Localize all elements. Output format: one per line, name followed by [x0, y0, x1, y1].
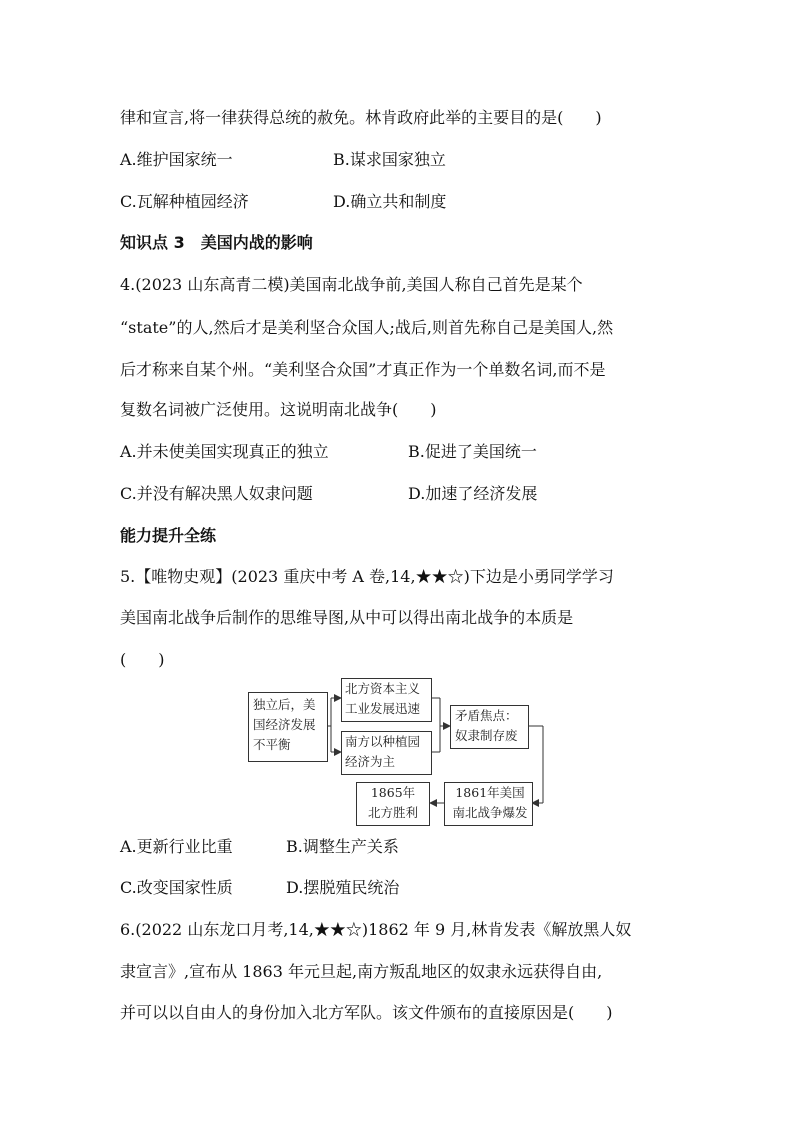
- mind-map-box-conflict: [450, 705, 529, 749]
- section-heading-knowledge-3: 知识点 3 美国内战的影响: [120, 233, 313, 252]
- mind-map-box-north-line-1: 北方资本主义: [345, 681, 421, 696]
- q4-stem-line-1: 4.(2023 山东高青二模)美国南北战争前,美国人称自己首先是某个: [120, 275, 583, 294]
- q4-option-c[interactable]: C.并没有解决黑人奴隶问题: [120, 484, 313, 503]
- q4-stem-line-2: “state”的人,然后才是美利坚合众国人;战后,则首先称自己是美国人,然: [120, 318, 614, 337]
- q4-option-a[interactable]: A.并未使美国实现真正的独立: [120, 442, 329, 461]
- section-heading-ability: 能力提升全练: [120, 526, 217, 545]
- q3-option-c[interactable]: C.瓦解种植园经济: [120, 192, 249, 211]
- q3-option-a[interactable]: A.维护国家统一: [120, 150, 233, 169]
- q4-option-d[interactable]: D.加速了经济发展: [408, 484, 538, 503]
- mind-map-box-north-line-2: 工业发展迅速: [345, 701, 421, 716]
- mind-map-box-victory-line-2: 北方胜利: [367, 805, 418, 820]
- q5-option-d[interactable]: D.摆脱殖民统治: [286, 878, 400, 897]
- q6-stem-line-1: 6.(2022 山东龙口月考,14,★★☆)1862 年 9 月,林肯发表《解放黑人奴: [120, 920, 632, 939]
- mind-map-box-conflict-line-1: 矛盾焦点：: [455, 708, 518, 723]
- q3-stem-line: 律和宣言,将一律获得总统的赦免。林肯政府此举的主要目的是( ): [120, 108, 602, 127]
- mind-map-box-north: [341, 678, 432, 722]
- mind-map-box-conflict-line-2: 奴隶制存废: [455, 728, 518, 743]
- q5-stem-line-1: 5.【唯物史观】(2023 重庆中考 A 卷,14,★★☆)下边是小勇同学学习: [120, 567, 614, 586]
- mind-map-box-victory: [356, 782, 430, 826]
- mind-map-box-south: [341, 731, 432, 775]
- q5-stem-line-3: ( ): [120, 650, 165, 669]
- q6-stem-line-3: 并可以以自由人的身份加入北方军队。该文件颁布的直接原因是( ): [120, 1003, 613, 1022]
- mind-map-box-start-line-2: 国经济发展: [253, 717, 316, 732]
- mind-map-box-south-line-2: 经济为主: [345, 754, 396, 769]
- mind-map-box-start-line-1: 独立后，美: [253, 697, 316, 712]
- q4-stem-line-3: 后才称来自某个州。“美利坚合众国”才真正作为一个单数名词,而不是: [120, 360, 606, 379]
- q4-stem-line-4: 复数名词被广泛使用。这说明南北战争( ): [120, 400, 437, 419]
- q5-option-b[interactable]: B.调整生产关系: [286, 837, 399, 856]
- q6-stem-line-2: 隶宣言》,宣布从 1863 年元旦起,南方叛乱地区的奴隶永远获得自由,: [120, 962, 603, 981]
- q3-option-b[interactable]: B.谋求国家独立: [333, 150, 446, 169]
- mind-map-box-south-line-1: 南方以种植园: [345, 734, 421, 749]
- mind-map-box-start-line-3: 不平衡: [253, 737, 291, 752]
- q3-option-d[interactable]: D.确立共和制度: [333, 192, 447, 211]
- mind-map-box-start: [248, 692, 328, 762]
- q5-stem-line-2: 美国南北战争后制作的思维导图,从中可以得出南北战争的本质是: [120, 608, 574, 627]
- mind-map-box-war-line-1: 1861年美国: [455, 785, 525, 800]
- q5-option-c[interactable]: C.改变国家性质: [120, 878, 233, 897]
- q5-option-a[interactable]: A.更新行业比重: [120, 837, 233, 856]
- mind-map-box-war: [444, 782, 533, 826]
- q4-option-b[interactable]: B.促进了美国统一: [408, 442, 537, 461]
- mind-map-box-war-line-2: 南北战争爆发: [452, 805, 528, 820]
- mind-map-box-victory-line-1: 1865年: [370, 785, 416, 800]
